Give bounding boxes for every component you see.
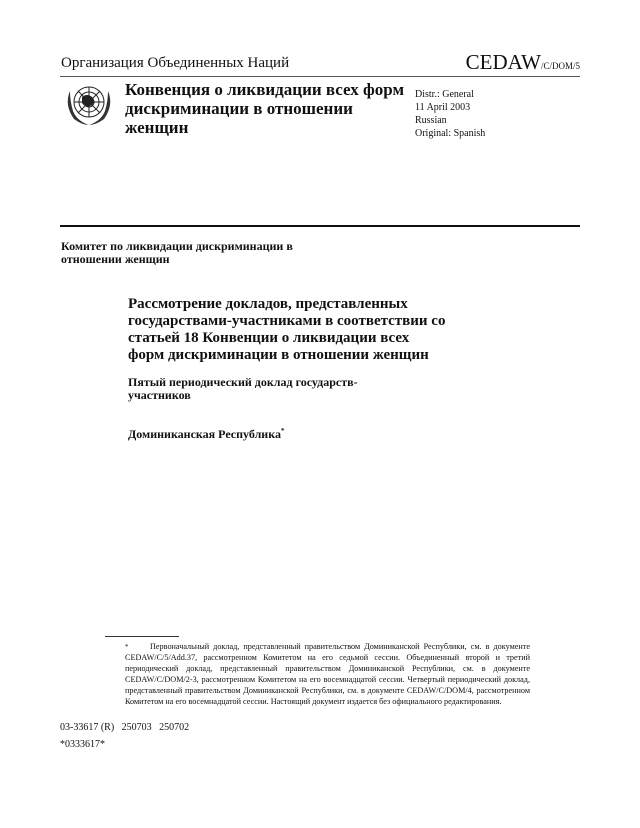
convention-title: Конвенция о ликвидации всех форм дискриминации в отношении женщин xyxy=(125,80,405,137)
footnote-reference: * xyxy=(280,427,285,435)
section-rule xyxy=(60,225,580,227)
document-heading: Рассмотрение докладов, представленных государствами-участниками в соответствии со статьей 18 Конвенции о ликвидации всех форм дискриминации в отношении женщин xyxy=(128,296,446,363)
distribution-info xyxy=(415,88,485,140)
distr-label: Distr.: General xyxy=(415,89,474,100)
date: 11 April 2003 xyxy=(415,102,471,113)
footnote xyxy=(125,642,530,707)
job-code: 03-33617 (R) 250703 250702 xyxy=(60,722,190,734)
committee-name: Комитет по ликвидации дискриминации в отношении женщин xyxy=(61,239,293,266)
country-label: Доминиканская Республика xyxy=(128,427,281,441)
footnote-rule xyxy=(105,636,179,637)
language: Russian xyxy=(415,115,447,126)
symbol-main: CEDAW xyxy=(465,50,541,74)
organization-name: Организация Объединенных Наций xyxy=(61,55,290,71)
document-subheading: Пятый периодический доклад государств-участников xyxy=(128,375,358,402)
document-body xyxy=(128,296,448,441)
un-emblem-icon xyxy=(64,81,114,127)
country-name xyxy=(128,424,448,441)
page-footer xyxy=(60,636,530,751)
footnote-mark: * xyxy=(125,643,129,651)
header-rule xyxy=(60,76,580,77)
document-symbol xyxy=(466,50,580,75)
symbol-suffix: /C/DOM/5 xyxy=(540,61,580,71)
footnote-text: Первоначальный доклад, представленный правительством Доминиканской Республики, см. в документе CEDAW/C/5/Add.37, рассмотренном Комитетом на его седьмой сессии. Объединенный второй и третий периодический доклад, представленный правительством Доминиканской Республики, см. в документе CEDAW/C/DOM/2-3, рассмотренном Комитетом на его восемнадцатой сессии. Четвертый периодический доклад, представленный правительством Доминиканской Республики, см. в документе CEDAW/C/DOM/4, рассмотренном Комитетом на его восемнадцатой сессии. Настоящий документ издается без официального редактирования. xyxy=(125,642,530,706)
original-language: Original: Spanish xyxy=(415,128,486,139)
barcode-text: *0333617* xyxy=(60,739,105,751)
